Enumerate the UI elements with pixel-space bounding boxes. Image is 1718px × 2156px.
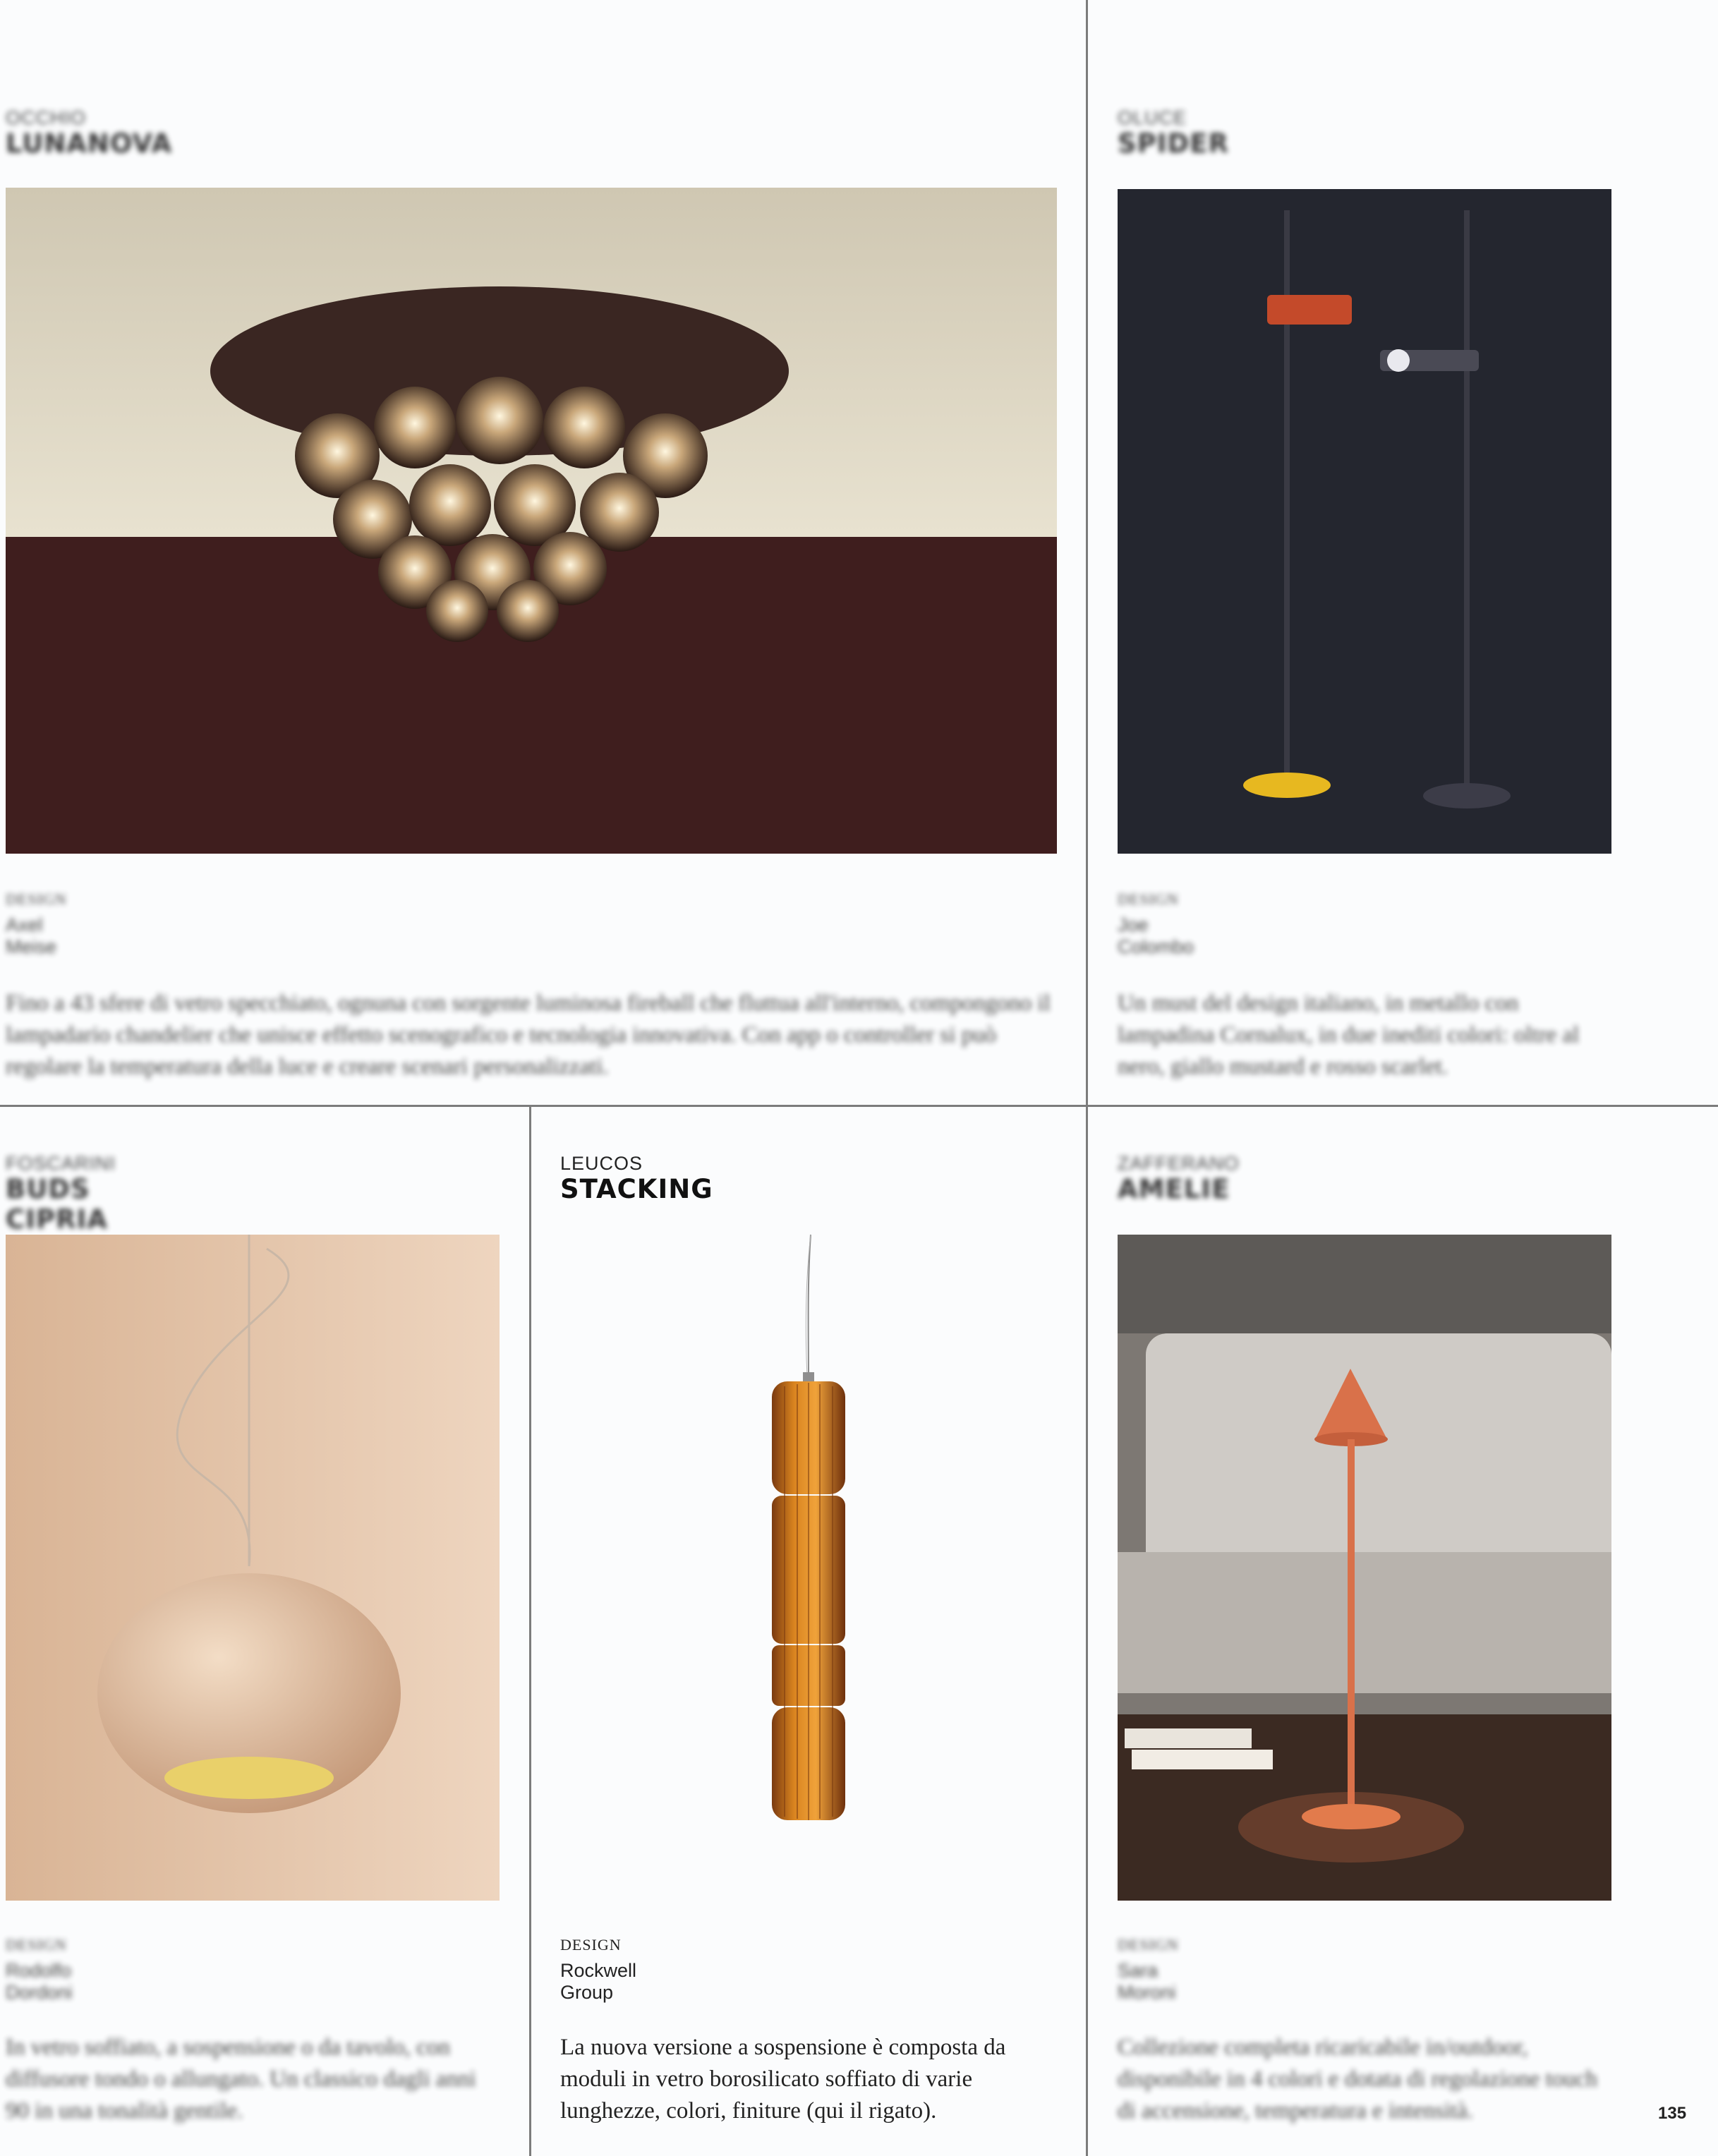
pendant-lamp-illustration: [6, 1235, 500, 1901]
product-description: Collezione completa ricaricabile in/outdoor, disponibile in 4 colori e dotata di regolazione touch di accensione, temperatura e intensità.: [1118, 2035, 1597, 2124]
design-label: DESIGN: [6, 1936, 67, 1954]
spider-photo: [1118, 189, 1611, 854]
stacking-photo: [560, 1228, 1054, 1863]
brand-name: ZAFFERANO: [1118, 1153, 1240, 1174]
design-label: DESIGN: [1118, 1936, 1179, 1954]
model-name: STACKING: [560, 1174, 713, 1204]
brand-name: OCCHIO: [6, 107, 86, 128]
table-lamp-illustration: [1118, 1235, 1611, 1901]
product-description: La nuova versione a sospensione è composta da moduli in vetro borosilicato soffiato di varie lunghezze, colori, finiture (qui il rigato).: [560, 2035, 1006, 2124]
model-name: BUDS CIPRIA: [6, 1174, 108, 1235]
design-label: DESIGN: [560, 1936, 622, 1954]
floor-lamp-illustration: [1118, 189, 1611, 854]
buds-photo: [6, 1235, 500, 1901]
model-name: SPIDER: [1118, 128, 1230, 159]
designer-name: Sara Moroni: [1118, 1960, 1176, 2003]
product-description: Fino a 43 sfere di vetro specchiato, ognuna con sorgente luminosa fireball che fluttua all'interno, compongono il lampadario chandelier che unisce effetto scenografico e tecnologia innovativa. Con app o controller si può regolare la temperatura della luce e creare scenari personalizzati.: [6, 991, 1051, 1079]
vertical-rule-left: [529, 1107, 531, 2156]
lunanova-photo: [6, 188, 1057, 854]
horizontal-rule-middle: [0, 1105, 1718, 1107]
model-name: LUNANOVA: [6, 128, 173, 159]
brand-name: LEUCOS: [560, 1153, 643, 1174]
design-label: DESIGN: [6, 890, 67, 908]
designer-name: Rockwell Group: [560, 1960, 637, 2003]
designer-name: Joe Colombo: [1118, 914, 1194, 957]
brand-name: OLUCE: [1118, 107, 1187, 128]
designer-name: Axel Meise: [6, 914, 57, 957]
product-description: In vetro soffiato, a sospensione o da tavolo, con diffusore tondo o allungato. Un classico dagli anni 90 in una tonalità gentile.: [6, 2035, 476, 2124]
brand-name: FOSCARINI: [6, 1153, 116, 1174]
page-number: 135: [1658, 2104, 1687, 2123]
product-description: Un must del design italiano, in metallo con lampadina Cornalux, in due inediti colori: oltre al nero, giallo mustard e rosso scarlet.: [1118, 991, 1580, 1079]
design-label: DESIGN: [1118, 890, 1179, 908]
chandelier-illustration: [6, 188, 1057, 854]
designer-name: Rodolfo Dordoni: [6, 1960, 73, 2003]
model-name: AMELIE: [1118, 1174, 1230, 1204]
pendant-lamp-illustration: [560, 1228, 1054, 1863]
amelie-photo: [1118, 1235, 1611, 1901]
vertical-rule-right: [1086, 0, 1088, 2156]
